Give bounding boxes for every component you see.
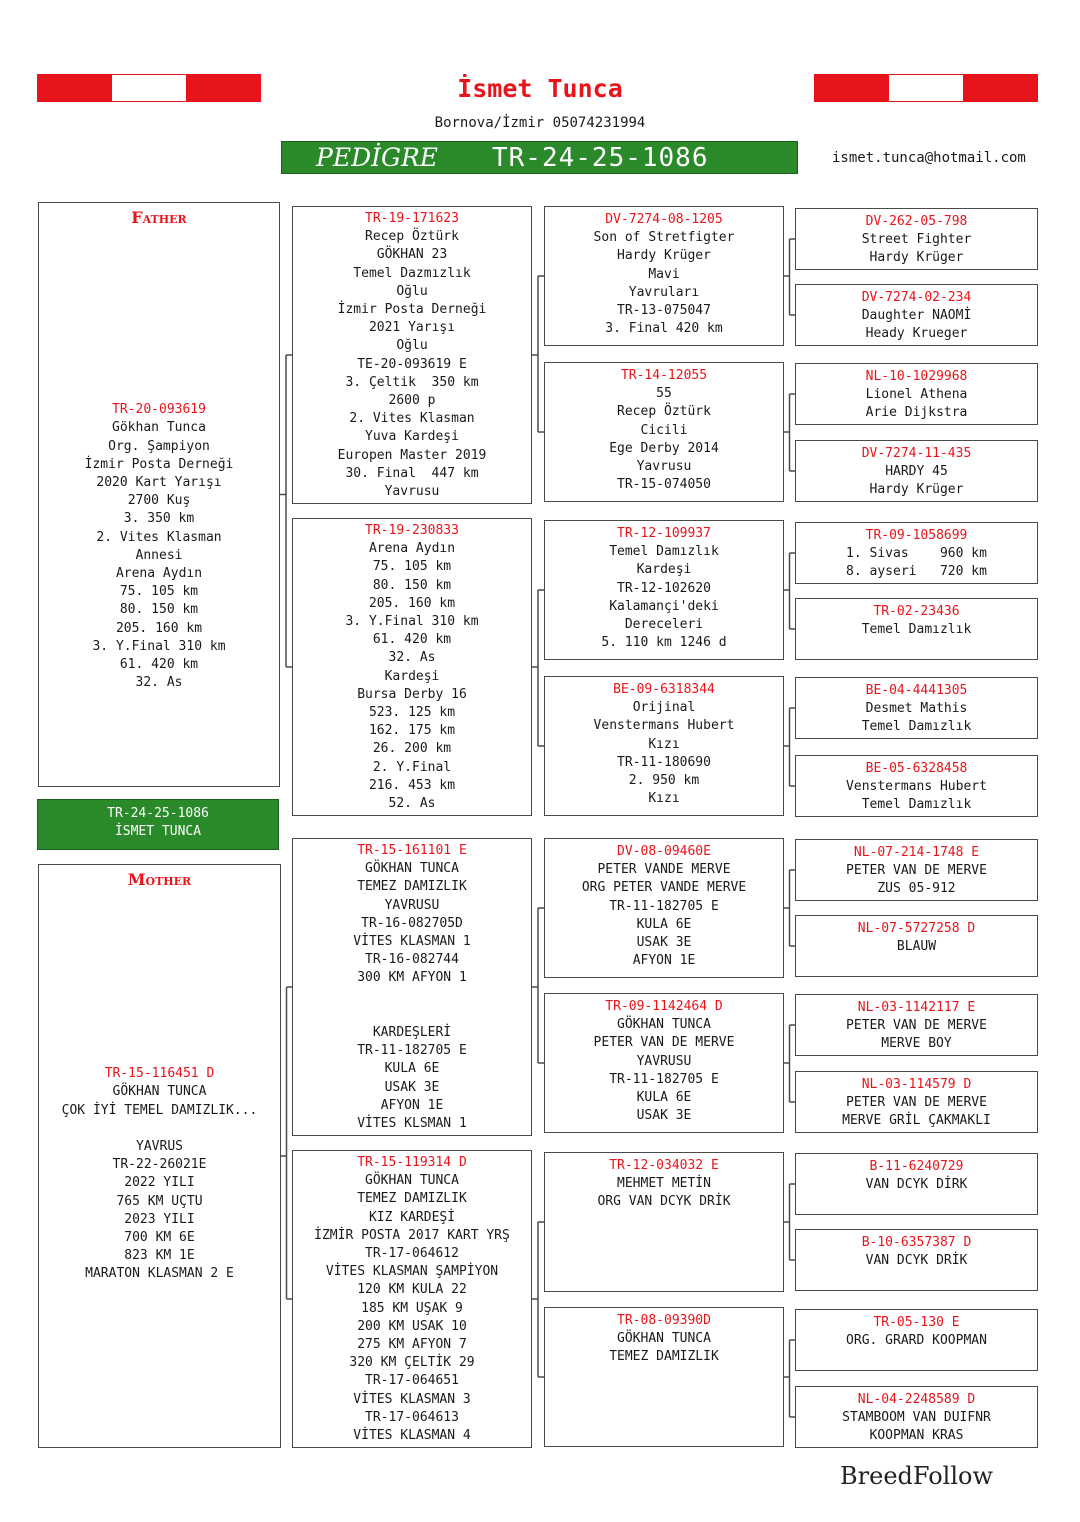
great-great-grandparent-ring: B-10-6357387 D bbox=[861, 1235, 972, 1250]
grandparent-line: 523. 125 km bbox=[368, 705, 456, 721]
great-grandparent-line: AFYON 1E bbox=[632, 953, 696, 969]
grandparent-line: GÖKHAN TUNCA bbox=[365, 861, 459, 877]
father-line: Gökhan Tunca bbox=[112, 420, 206, 436]
great-grandparent-ring: TR-09-1142464 D bbox=[605, 999, 723, 1014]
grandparent-line: İzmir Posta Derneği bbox=[337, 302, 487, 318]
great-great-grandparent-line: 1. Sivas 960 km bbox=[846, 546, 987, 562]
great-grandparent-ring: TR-12-109937 bbox=[617, 526, 711, 541]
great-great-grandparent-ring: DV-7274-02-234 bbox=[861, 290, 972, 305]
grandparent-line: 52. As bbox=[388, 796, 436, 812]
great-grandparent-line: Kardeşi bbox=[636, 562, 692, 578]
great-grandparent-line: Recep Öztürk bbox=[617, 404, 711, 420]
great-great-grandparent-line: Street Fighter bbox=[861, 232, 972, 248]
grandparent-line: 75. 105 km bbox=[372, 559, 452, 575]
great-grandparent-ring: DV-7274-08-1205 bbox=[605, 212, 723, 227]
great-great-grandparent-line: Temel Damızlık bbox=[861, 797, 972, 813]
great-great-grandparent-line: VAN DCYK DİRK bbox=[865, 1177, 968, 1193]
great-grandparent-card bbox=[544, 676, 784, 816]
grandparent-line: 2. Y.Final bbox=[372, 759, 452, 775]
great-grandparent-line: TEMEZ DAMIZLIK bbox=[609, 1349, 719, 1365]
father-title: Father bbox=[131, 208, 187, 227]
great-great-grandparent-ring: NL-03-1142117 E bbox=[857, 1000, 976, 1015]
grandparent-line: 320 KM ÇELTİK 29 bbox=[349, 1355, 475, 1371]
bird-name: İSMET TUNCA bbox=[114, 824, 202, 839]
grandparent-line bbox=[293, 988, 531, 1006]
grandparent-line: 200 KM USAK 10 bbox=[357, 1318, 467, 1334]
grandparent-line: 32. As bbox=[388, 650, 436, 666]
great-great-grandparent-card bbox=[795, 915, 1038, 977]
great-grandparent-card bbox=[544, 520, 784, 660]
great-great-grandparent-ring: B-11-6240729 bbox=[869, 1159, 964, 1174]
great-grandparent-line: 5. 110 km 1246 d bbox=[601, 635, 727, 651]
mother-card bbox=[38, 864, 281, 1448]
grandparent-line: Oğlu bbox=[396, 283, 428, 299]
great-grandparent-line: Son of Stretfigter bbox=[593, 230, 735, 246]
father-line: İzmir Posta Derneği bbox=[84, 456, 234, 472]
great-grandparent-line: PETER VAN DE MERVE bbox=[593, 1035, 735, 1051]
great-grandparent-ring: TR-14-12055 bbox=[620, 368, 708, 383]
great-grandparent-card bbox=[544, 1307, 784, 1447]
great-great-grandparent-ring: BE-04-4441305 bbox=[865, 683, 968, 698]
great-grandparent-line: GÖKHAN TUNCA bbox=[617, 1331, 711, 1347]
grandparent-line: VİTES KLASMAN ŞAMPİYON bbox=[325, 1264, 499, 1280]
grandparent-line: 216. 453 km bbox=[368, 777, 456, 793]
grandparent-line: 120 KM KULA 22 bbox=[357, 1282, 467, 1298]
great-great-grandparent-line: ORG. GRARD KOOPMAN bbox=[846, 1333, 987, 1349]
great-great-grandparent-line: KOOPMAN KRAS bbox=[869, 1428, 964, 1444]
grandparent-ring: TR-15-161101 E bbox=[357, 843, 467, 858]
great-grandparent-card bbox=[544, 206, 784, 346]
grandparent-line: Europen Master 2019 bbox=[337, 447, 487, 463]
grandparent-line: TEMEZ DAMIZLIK bbox=[357, 1191, 467, 1207]
grandparent-line: Arena Aydın bbox=[368, 541, 456, 557]
great-great-grandparent-line: Arie Dijkstra bbox=[865, 405, 968, 421]
grandparent-card bbox=[292, 206, 532, 504]
great-grandparent-line: YAVRUSU bbox=[636, 1053, 692, 1069]
mother-line: 700 KM 6E bbox=[124, 1230, 195, 1246]
grandparent-line: KULA 6E bbox=[384, 1061, 440, 1077]
mother-line: TR-22-26021E bbox=[112, 1157, 207, 1173]
great-great-grandparent-ring: NL-03-114579 D bbox=[861, 1077, 972, 1092]
grandparent-line: 3. Y.Final 310 km bbox=[345, 614, 479, 630]
great-grandparent-line: Hardy Krüger bbox=[617, 248, 711, 264]
great-grandparent-line: TR-13-075047 bbox=[617, 303, 711, 319]
great-great-grandparent-ring: NL-10-1029968 bbox=[865, 369, 968, 384]
grandparent-line: TR-11-182705 E bbox=[357, 1043, 467, 1059]
great-great-grandparent-line: Hardy Krüger bbox=[869, 482, 964, 498]
mother-line: 2023 YILI bbox=[124, 1211, 195, 1227]
grandparent-line: GÖKHAN TUNCA bbox=[365, 1173, 459, 1189]
grandparent-card bbox=[292, 838, 532, 1136]
great-great-grandparent-card bbox=[795, 598, 1038, 660]
mother-line: 823 KM 1E bbox=[124, 1248, 195, 1264]
mother-line: 2022 YILI bbox=[124, 1175, 195, 1191]
great-grandparent-line: TR-11-180690 bbox=[617, 754, 711, 770]
father-line: 2700 Kuş bbox=[127, 493, 191, 509]
great-grandparent-line: TR-15-074050 bbox=[617, 477, 711, 493]
great-grandparent-line: Mavi bbox=[648, 266, 680, 282]
great-great-grandparent-line: Lionel Athena bbox=[865, 387, 968, 403]
grandparent-line: Kardeşi bbox=[384, 668, 440, 684]
great-grandparent-line: USAK 3E bbox=[636, 935, 692, 951]
mother-line bbox=[39, 1120, 280, 1138]
grandparent-line: AFYON 1E bbox=[380, 1097, 444, 1113]
great-great-grandparent-line: Daughter NAOMİ bbox=[861, 308, 972, 324]
grandparent-line: KARDEŞLERİ bbox=[372, 1025, 452, 1041]
grandparent-line: 2. Vites Klasman bbox=[349, 411, 475, 427]
grandparent-line: 275 KM AFYON 7 bbox=[357, 1337, 467, 1353]
grandparent-line: 162. 175 km bbox=[368, 723, 456, 739]
great-grandparent-line: 55 bbox=[656, 386, 672, 402]
grandparent-line: 2021 Yarışı bbox=[368, 320, 456, 336]
great-great-grandparent-line: VAN DCYK DRİK bbox=[865, 1253, 968, 1269]
great-grandparent-line: Temel Damızlık bbox=[609, 544, 719, 560]
great-grandparent-line: Yavruları bbox=[628, 284, 700, 300]
great-grandparent-line: PETER VANDE MERVE bbox=[597, 862, 731, 878]
grandparent-line: 80. 150 km bbox=[372, 577, 452, 593]
father-line: 61. 420 km bbox=[119, 657, 199, 673]
grandparent-line: USAK 3E bbox=[384, 1079, 440, 1095]
grandparent-line: Oğlu bbox=[396, 338, 428, 354]
father-line: 3. 350 km bbox=[123, 511, 195, 527]
brand-logo: BreedFollow bbox=[840, 1462, 994, 1490]
great-grandparent-line: GÖKHAN TUNCA bbox=[617, 1017, 711, 1033]
father-line: Arena Aydın bbox=[115, 566, 203, 582]
great-great-grandparent-ring: TR-05-130 E bbox=[873, 1315, 960, 1330]
grandparent-line: VİTES KLSMAN 1 bbox=[357, 1116, 467, 1132]
grandparent-line: VİTES KLASMAN 4 bbox=[353, 1428, 471, 1444]
father-line: Annesi bbox=[135, 547, 183, 563]
great-great-grandparent-card bbox=[795, 1071, 1038, 1133]
great-great-grandparent-card bbox=[795, 284, 1038, 346]
father-content bbox=[39, 401, 279, 692]
great-great-grandparent-line: PETER VAN DE MERVE bbox=[846, 863, 987, 879]
great-great-grandparent-line: MERVE GRİL ÇAKMAKLI bbox=[842, 1113, 991, 1129]
mother-line: YAVRUS bbox=[136, 1139, 183, 1155]
grandparent-ring: TR-15-119314 D bbox=[357, 1155, 467, 1170]
great-grandparent-line: Yavrusu bbox=[636, 459, 692, 475]
great-grandparent-line: KULA 6E bbox=[636, 916, 692, 932]
mother-line: ÇOK İYİ TEMEL DAMIZLIK... bbox=[61, 1102, 258, 1118]
great-great-grandparent-card bbox=[795, 994, 1038, 1056]
great-great-grandparent-line: PETER VAN DE MERVE bbox=[846, 1018, 987, 1034]
mother-title: Mother bbox=[127, 870, 192, 889]
great-great-grandparent-line: Hardy Krüger bbox=[869, 250, 964, 266]
father-line: 2. Vites Klasman bbox=[96, 529, 222, 545]
grandparent-line: TR-17-064612 bbox=[365, 1246, 459, 1262]
grandparent-line: TR-17-064651 bbox=[365, 1373, 459, 1389]
grandparent-line bbox=[293, 1006, 531, 1024]
great-grandparent-card bbox=[544, 1152, 784, 1292]
great-great-grandparent-card bbox=[795, 363, 1038, 425]
father-ring: TR-20-093619 bbox=[112, 402, 206, 418]
great-grandparent-line: Kalamançi'deki bbox=[609, 598, 719, 614]
great-grandparent-card bbox=[544, 838, 784, 978]
great-great-grandparent-card bbox=[795, 1309, 1038, 1371]
great-great-grandparent-ring: TR-09-1058699 bbox=[865, 528, 968, 543]
great-great-grandparent-line: Heady Krueger bbox=[865, 326, 968, 342]
grandparent-line: TR-16-082705D bbox=[361, 915, 463, 931]
great-great-grandparent-card bbox=[795, 208, 1038, 270]
great-grandparent-ring: TR-08-09390D bbox=[617, 1313, 711, 1328]
owner-address: Bornova/İzmir 05074231994 bbox=[434, 115, 646, 131]
great-great-grandparent-ring: DV-262-05-798 bbox=[865, 214, 968, 229]
grandparent-ring: TR-19-230833 bbox=[365, 523, 459, 538]
grandparent-line: YAVRUSU bbox=[384, 897, 440, 913]
grandparent-line: 61. 420 km bbox=[372, 632, 452, 648]
great-grandparent-line: Orijinal bbox=[632, 700, 696, 716]
great-grandparent-line: TR-12-102620 bbox=[617, 580, 711, 596]
grandparent-line: TR-17-064613 bbox=[365, 1409, 459, 1425]
grandparent-line: GÖKHAN 23 bbox=[376, 247, 448, 263]
grandparent-line: KIZ KARDEŞİ bbox=[368, 1209, 456, 1225]
father-card bbox=[38, 202, 280, 787]
grandparent-card bbox=[292, 1150, 532, 1448]
bird-card bbox=[37, 799, 279, 850]
father-line: 75. 105 km bbox=[119, 584, 199, 600]
great-great-grandparent-line: HARDY 45 bbox=[885, 464, 948, 480]
great-grandparent-line: ORG PETER VANDE MERVE bbox=[581, 880, 747, 896]
great-great-grandparent-line: Desmet Mathis bbox=[865, 701, 968, 717]
great-great-grandparent-line: Temel Damızlık bbox=[861, 719, 972, 735]
great-great-grandparent-ring: BE-05-6328458 bbox=[865, 761, 968, 776]
great-grandparent-card bbox=[544, 993, 784, 1133]
grandparent-line: Yavrusu bbox=[384, 484, 440, 500]
grandparent-line: Bursa Derby 16 bbox=[357, 686, 467, 702]
owner-name: İsmet Tunca bbox=[457, 74, 623, 103]
grandparent-line: Temel Dazmızlık bbox=[353, 265, 471, 281]
great-grandparent-line: Ege Derby 2014 bbox=[609, 440, 719, 456]
great-grandparent-line: 3. Final 420 km bbox=[605, 321, 723, 337]
mother-ring: TR-15-116451 D bbox=[104, 1066, 215, 1082]
great-grandparent-ring: DV-08-09460E bbox=[617, 844, 711, 859]
grandparent-line: 300 KM AFYON 1 bbox=[357, 970, 467, 986]
great-great-grandparent-ring: NL-07-214-1748 E bbox=[853, 845, 980, 860]
great-great-grandparent-card bbox=[795, 677, 1038, 739]
great-grandparent-line: Dereceleri bbox=[624, 617, 704, 633]
mother-line: 765 KM UÇTU bbox=[116, 1193, 203, 1209]
great-great-grandparent-line: STAMBOOM VAN DUIFNR bbox=[842, 1410, 991, 1426]
father-line: 205. 160 km bbox=[115, 620, 203, 636]
grandparent-card bbox=[292, 518, 532, 816]
great-great-grandparent-ring: NL-07-5727258 D bbox=[857, 921, 976, 936]
great-grandparent-line: KULA 6E bbox=[636, 1090, 692, 1106]
owner-email[interactable]: ismet.tunca@hotmail.com bbox=[832, 150, 1026, 166]
great-grandparent-line: TR-11-182705 E bbox=[609, 898, 719, 914]
father-line: 3. Y.Final 310 km bbox=[92, 638, 226, 654]
great-grandparent-line: 2. 950 km bbox=[628, 773, 700, 789]
grandparent-line: VİTES KLASMAN 3 bbox=[353, 1391, 471, 1407]
grandparent-line: Recep Öztürk bbox=[365, 229, 459, 245]
great-great-grandparent-card bbox=[795, 1386, 1038, 1448]
father-line: 2020 Kart Yarışı bbox=[96, 475, 222, 491]
great-grandparent-line: Cicili bbox=[640, 422, 688, 438]
great-great-grandparent-card bbox=[795, 522, 1038, 584]
grandparent-line: 185 KM UŞAK 9 bbox=[361, 1300, 463, 1316]
father-line: 32. As bbox=[135, 675, 183, 691]
grandparent-line: 205. 160 km bbox=[368, 595, 456, 611]
great-great-grandparent-card bbox=[795, 1153, 1038, 1215]
mother-line: MARATON KLASMAN 2 E bbox=[85, 1266, 234, 1282]
great-great-grandparent-ring: DV-7274-11-435 bbox=[861, 446, 972, 461]
grandparent-line: 30. Final 447 km bbox=[345, 465, 479, 481]
great-great-grandparent-card bbox=[795, 839, 1038, 901]
pedigree-banner bbox=[281, 141, 798, 174]
banner-label: PEDİGRE bbox=[316, 143, 439, 172]
grandparent-line: 26. 200 km bbox=[372, 741, 452, 757]
great-great-grandparent-line: 8. ayseri 720 km bbox=[846, 564, 987, 580]
great-grandparent-ring: TR-12-034032 E bbox=[609, 1158, 719, 1173]
great-great-grandparent-card bbox=[795, 755, 1038, 817]
grandparent-line: İZMİR POSTA 2017 KART YRŞ bbox=[314, 1227, 510, 1243]
great-great-grandparent-line: PETER VAN DE MERVE bbox=[846, 1095, 987, 1111]
grandparent-ring: TR-19-171623 bbox=[365, 211, 459, 226]
grandparent-line: TE-20-093619 E bbox=[357, 356, 467, 372]
bird-ring: TR-24-25-1086 bbox=[107, 806, 209, 821]
great-great-grandparent-ring: TR-02-23436 bbox=[873, 604, 960, 619]
banner-ring: TR-24-25-1086 bbox=[492, 142, 709, 173]
grandparent-line: 2600 p bbox=[388, 393, 436, 409]
great-grandparent-line: Kızı bbox=[648, 791, 680, 807]
great-great-grandparent-card bbox=[795, 1229, 1038, 1291]
great-great-grandparent-line: Venstermans Hubert bbox=[846, 779, 987, 795]
great-grandparent-card bbox=[544, 362, 784, 502]
great-great-grandparent-line: MERVE BOY bbox=[881, 1036, 952, 1052]
grandparent-line: 3. Çeltik 350 km bbox=[345, 374, 479, 390]
grandparent-line: TR-16-082744 bbox=[365, 952, 459, 968]
great-great-grandparent-ring: NL-04-2248589 D bbox=[857, 1392, 976, 1407]
grandparent-line: Yuva Kardeşi bbox=[365, 429, 459, 445]
father-line: Org. Şampiyon bbox=[108, 438, 210, 454]
great-great-grandparent-line: BLAUW bbox=[896, 939, 937, 955]
great-grandparent-line: ORG VAN DCYK DRİK bbox=[597, 1194, 731, 1210]
great-great-grandparent-line: ZUS 05-912 bbox=[877, 881, 956, 897]
great-grandparent-line: MEHMET METİN bbox=[617, 1176, 711, 1192]
great-grandparent-line: USAK 3E bbox=[636, 1108, 692, 1124]
grandparent-line: TEMEZ DAMIZLIK bbox=[357, 879, 467, 895]
great-grandparent-ring: BE-09-6318344 bbox=[613, 682, 715, 697]
father-line: 80. 150 km bbox=[119, 602, 199, 618]
mother-content bbox=[39, 1065, 280, 1283]
great-grandparent-line: Venstermans Hubert bbox=[593, 718, 735, 734]
great-grandparent-line: Kızı bbox=[648, 736, 680, 752]
great-great-grandparent-card bbox=[795, 440, 1038, 502]
grandparent-line: VİTES KLASMAN 1 bbox=[353, 934, 471, 950]
great-great-grandparent-line: Temel Damızlık bbox=[861, 622, 972, 638]
mother-line: GÖKHAN TUNCA bbox=[112, 1084, 207, 1100]
great-grandparent-line: TR-11-182705 E bbox=[609, 1071, 719, 1087]
